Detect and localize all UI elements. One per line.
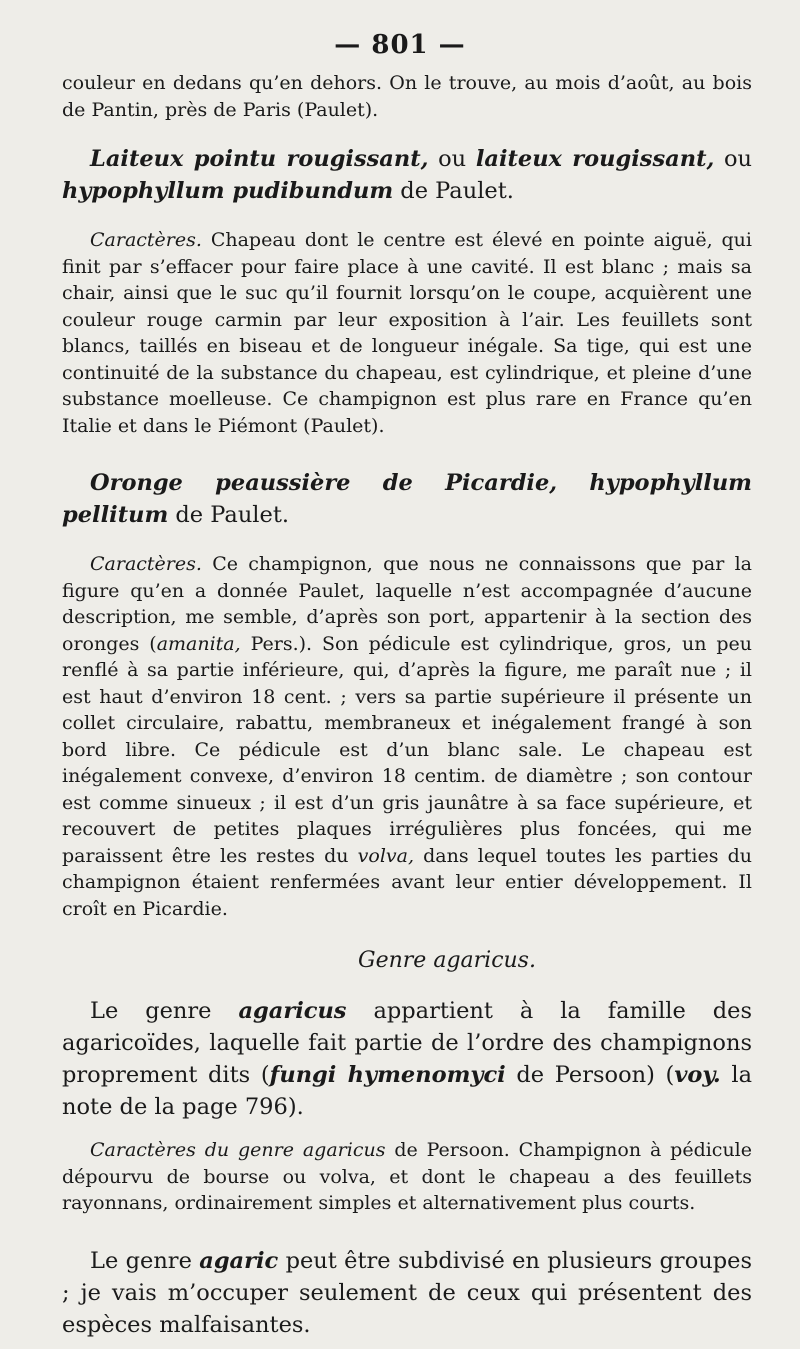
caracteres-label: Caractères.	[90, 553, 202, 575]
paragraph-genre-agaric	[62, 1245, 752, 1341]
title-part: Laiteux pointu rougissant,	[90, 146, 429, 172]
agaric-term: agaric	[199, 1247, 279, 1274]
paragraph-intro: couleur en dedans qu’en dehors. On le trouve, au mois d’août, au bois de Pantin, près de Paris (Paulet).	[62, 72, 752, 121]
text-part: appartient à la famille des agaricoïdes, laquelle fait partie de l’ordre des champignons proprement dits (	[62, 998, 752, 1088]
page-number: — 801 —	[334, 30, 466, 60]
title-part: hypophyllum pudibundum	[62, 178, 394, 204]
text-part: de Persoon. Champignon à pédicule dépourvu de bourse ou volva, et dont le chapeau a des feuillets rayonnans, ordinairement simples et alternativement plus courts.	[62, 1139, 753, 1214]
title-part: ou	[714, 146, 752, 172]
paragraph-genre-agaricus	[62, 995, 752, 1123]
voy-term: voy.	[674, 1062, 721, 1088]
paragraph-laiteux-caracteres	[62, 227, 752, 439]
volva-term: volva,	[357, 844, 414, 867]
caracteres-text: Ce champignon, que nous ne connaissons que par la figure qu’en a donnée Paulet, laquelle n’est accompagnée d’aucune description, me semble, d’après son port, appartenir à la section des oronges (	[62, 553, 752, 655]
caracteres-text: Pers.). Son pédicule est cylindrique, gros, un peu renflé à sa partie inférieure, qui, d’après la figure, me paraît nue ; il est haut d’environ 18 cent. ; vers sa partie supérieure il présente un collet circulaire, rabattu, membraneux et inégalement frangé à son bord libre. Ce pédicule est d’un blanc sale. Le chapeau est inégalement convexe, d’environ 18 centim. de diamètre ; son contour est comme sinueux ; il est d’un gris jaunâtre à sa face supérieure, et recouvert de petites plaques irrégulières plus foncées, qui me paraissent être les restes du	[62, 632, 753, 867]
title-part: de Paulet.	[168, 502, 290, 528]
text-part: de Persoon) (	[505, 1062, 675, 1088]
text-part: Le genre	[90, 1247, 200, 1274]
section-title-laiteux	[62, 143, 752, 207]
title-part: ou	[428, 146, 476, 172]
section-title-oronge	[62, 467, 752, 531]
agaricus-term: agaricus	[238, 998, 347, 1024]
caracteres-text: Chapeau dont le centre est élevé en pointe aiguë, qui finit par s’effacer pour faire place à une cavité. Il est blanc ; mais sa chair, ainsi que le suc qu’il fournit lorsqu’on le coupe, acquièrent une couleur rouge carmin par leur exposition à l’air. Les feuillets sont blancs, taillés en biseau et de longueur inégale. Sa tige, qui est une continuité de la substance du chapeau, est cylindrique, et pleine d’une substance moelleuse. Ce champignon est plus rare en France qu’en Italie et dans le Piémont (Paulet).	[62, 229, 752, 437]
text-part: Le genre	[90, 998, 239, 1024]
paragraph-oronge-caracteres	[62, 551, 752, 922]
caracteres-genre-label: Caractères du genre agaricus	[90, 1139, 386, 1161]
text-part: peut être subdivisé en plusieurs groupes ; je vais m’occuper seulement de ceux qui présentent des espèces malfaisantes.	[62, 1247, 752, 1338]
fungi-term: fungi hymenomyci	[269, 1062, 506, 1088]
amanita-term: amanita,	[156, 632, 241, 655]
paragraph-caracteres-genre	[62, 1137, 752, 1217]
genre-heading: Genre agaricus.	[358, 948, 536, 973]
title-part: laiteux rougissant,	[475, 146, 715, 172]
title-part: de Paulet.	[393, 178, 514, 204]
title-part: Oronge peaussière de Picardie, hypophyllum pellitum	[62, 470, 752, 528]
text-body	[62, 70, 752, 1341]
caracteres-text: dans lequel toutes les parties du champignon étaient renfermées avant leur entier développement. Il croît en Picardie.	[62, 844, 752, 920]
text-part: la note de la page 796).	[62, 1062, 753, 1120]
caracteres-label: Caractères.	[90, 229, 202, 251]
